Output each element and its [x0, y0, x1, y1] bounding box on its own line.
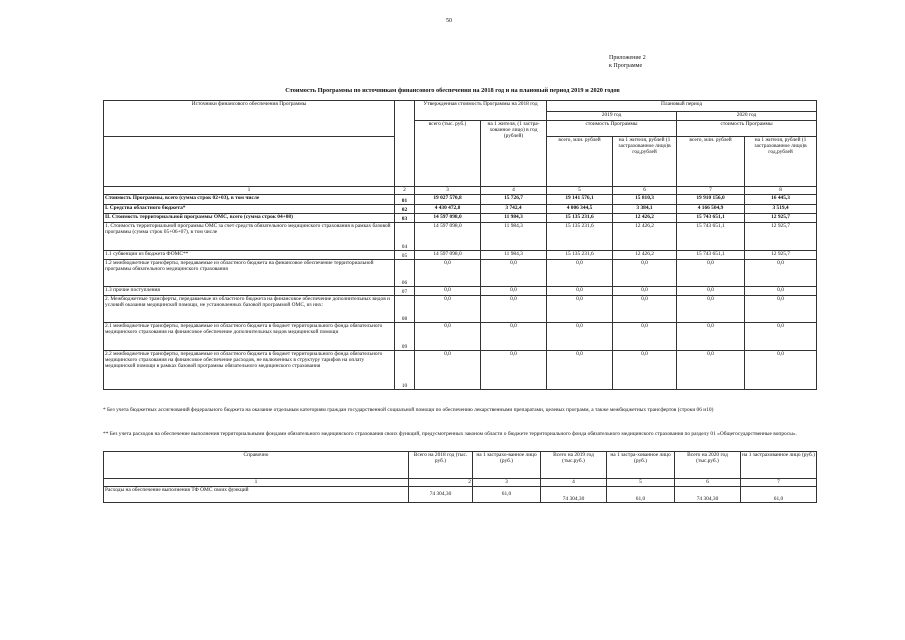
header-blank [104, 137, 395, 187]
col-num: 2 [409, 479, 473, 487]
header-total-mln-2020: всего, млн. рублей [677, 137, 745, 187]
table-row [104, 214, 817, 223]
row-line: 06 [395, 260, 415, 287]
cell: 12 925,7 [745, 223, 817, 251]
cell: 61,0 [607, 487, 675, 503]
cell: 0,0 [745, 296, 817, 323]
row-label: I. Средства областного бюджета* [104, 205, 395, 214]
header-per-2019: на 1 застра-хованное лицо (руб.) [607, 452, 675, 479]
cell: 11 984,3 [481, 214, 547, 223]
cell: 12 426,2 [613, 251, 677, 260]
appendix-note [609, 54, 646, 70]
cell: 11 984,3 [481, 223, 547, 251]
header-total-mln: всего, млн. рублей [547, 137, 613, 187]
cell: 4 006 344,5 [547, 205, 613, 214]
row-label: 1. Стоимость территориальной программы ОМС за счет средств обязательного медицинского страхования в рамках базовой программы (сумма строк 05+06+07), в том числе [104, 223, 395, 251]
cell: 0,0 [745, 351, 817, 390]
cell: 0,0 [677, 260, 745, 287]
col-num: 7 [741, 479, 817, 487]
header-total-2020: Всего на 2020 год (тыс.руб.) [675, 452, 741, 479]
table-row [104, 251, 817, 260]
cell: 74 304,30 [409, 487, 473, 503]
column-number-row [104, 479, 817, 487]
col-num: 6 [675, 479, 741, 487]
cell: 0,0 [613, 351, 677, 390]
col-num: 4 [541, 479, 607, 487]
header-reference: Справочно [104, 452, 409, 479]
table-row [104, 323, 817, 351]
cell: 0,0 [481, 260, 547, 287]
appendix-line1: Приложение 2 [609, 55, 646, 61]
cell: 15 743 651,1 [677, 223, 745, 251]
col-num: 3 [415, 187, 481, 195]
col-num: 8 [745, 187, 817, 195]
cell: 74 304,30 [541, 487, 607, 503]
row-line: 08 [395, 296, 415, 323]
cell: 15 135 231,6 [547, 251, 613, 260]
table-row [104, 260, 817, 287]
col-num: 3 [473, 479, 541, 487]
cell: 0,0 [415, 296, 481, 323]
col-num: 5 [547, 187, 613, 195]
cell: 19 910 156,0 [677, 195, 745, 205]
cell: 15 726,7 [481, 195, 547, 205]
row-label: 1.1 субвенции из бюджета ФОМС** [104, 251, 395, 260]
col-num: 1 [104, 479, 409, 487]
cell: 0,0 [613, 260, 677, 287]
cell: 0,0 [547, 260, 613, 287]
header-cost-2020: стоимость Программы [677, 121, 817, 137]
row-line: 03 [395, 214, 415, 223]
table-row [104, 287, 817, 296]
cell: 3 519,4 [745, 205, 817, 214]
page-title: Стоимость Программы по источникам финансового обеспечения на 2018 год и на плановый период 2019 и 2020 годов [285, 87, 620, 94]
col-num: 4 [481, 187, 547, 195]
row-label: 2. Межбюджетные трансферты, передаваемые из областного бюджета на финансовое обеспечение дополнительных видов и условий оказания медицинской помощи, не установленных базовой программой ОМС, из них: [104, 296, 395, 323]
table-row [104, 296, 817, 323]
header-per-2020: на 1 застрахованное лицо (руб.) [741, 452, 817, 479]
cell: 0,0 [677, 351, 745, 390]
cell: 0,0 [415, 323, 481, 351]
header-2020: 2020 год [677, 112, 817, 121]
cost-table [103, 100, 817, 390]
header-2019: 2019 год [547, 112, 677, 121]
cell: 61,0 [473, 487, 541, 503]
table-row [104, 223, 817, 251]
cell: 4 430 472,8 [415, 205, 481, 214]
cell: 0,0 [481, 287, 547, 296]
row-line: 04 [395, 223, 415, 251]
row-label: 2.2 межбюджетные трансферты, передаваемые из областного бюджета в бюджет территориального фонда обязательного медицинского страхования на финансовое обеспечение расходов, не включенных в структуру тарифов на оплату медицинской помощи в рамках базовой программы обязательного медицинского страхования [104, 351, 395, 390]
cell: 0,0 [481, 296, 547, 323]
table-row [104, 351, 817, 390]
cell: 0,0 [677, 323, 745, 351]
row-label: Стоимость Программы, всего (сумма строк 02+03), в том числе [104, 195, 395, 205]
cell: 0,0 [415, 260, 481, 287]
row-label: Расходы на обеспечение выполнения ТФ ОМС своих функций [104, 487, 409, 503]
cell: 0,0 [547, 287, 613, 296]
cell: 0,0 [415, 351, 481, 390]
cell: 12 925,7 [745, 251, 817, 260]
cell: 19 141 576,1 [547, 195, 613, 205]
header-total-ths: всего (тыс. руб.) [415, 121, 481, 187]
cell: 0,0 [745, 323, 817, 351]
cell: 14 597 098,0 [415, 251, 481, 260]
col-num: 5 [607, 479, 675, 487]
header-per-2019: на 1 жителя, рублей (1 застрахованное лицо)в год,рублей [613, 137, 677, 187]
header-source: Источники финансового обеспечения Программы [104, 101, 395, 137]
footnote-1: * Без учета бюджетных ассигнований федерального бюджета на оказание отдельным категориям граждан государственной социальной помощи по обеспечению лекарственными препаратами, целевых программ, а также межбюджетных трансфертов (строки 06 и10) [103, 407, 714, 413]
header-approved: Утвержденная стоимость Программы на 2018 год [415, 101, 547, 121]
cell: 0,0 [677, 287, 745, 296]
header-planned: Плановый период [547, 101, 817, 112]
row-label: 1.3 прочие поступления [104, 287, 395, 296]
row-line: 01 [395, 195, 415, 205]
cell: 0,0 [745, 260, 817, 287]
header-total-2019: Всего на 2019 год (тыс.руб.) [541, 452, 607, 479]
header-total-2018: Всего на 2018 год (тыс. руб.) [409, 452, 473, 479]
cell: 15 135 231,6 [547, 223, 613, 251]
table-row [104, 487, 817, 503]
header-per-insured-2018: на 1 жителя, (1 застра-хованное лицо) в год (рублей) [481, 121, 547, 187]
footnote-2: ** Без учета расходов на обеспечение выполнения территориальными фондами обязательного медицинского страхования своих функций, предусмотренных законом области о бюджете территориального фонда обязательного медицинского страхования по разделу 01 «Общегосударственные вопросы». [103, 431, 797, 437]
cell: 19 027 570,8 [415, 195, 481, 205]
col-num: 6 [613, 187, 677, 195]
cell: 15 743 651,1 [677, 251, 745, 260]
column-number-row [104, 187, 817, 195]
row-line: 07 [395, 287, 415, 296]
cell: 15 743 651,1 [677, 214, 745, 223]
row-line: 10 [395, 351, 415, 390]
cell: 3 742,4 [481, 205, 547, 214]
row-label: II. Стоимость территориальной программы ОМС, всего (сумма строк 04+08) [104, 214, 395, 223]
cell: 12 925,7 [745, 214, 817, 223]
row-line: 02 [395, 205, 415, 214]
row-line: 09 [395, 323, 415, 351]
cell: 61,0 [741, 487, 817, 503]
cell: 0,0 [547, 351, 613, 390]
cell: 15 810,3 [613, 195, 677, 205]
page-number: 50 [446, 18, 452, 24]
row-label: 1.2 межбюджетные трансферты, передаваемые из областного бюджета на финансовое обеспечение территориальной программы обязательного медицинского страхования [104, 260, 395, 287]
cell: 14 597 098,0 [415, 223, 481, 251]
cell: 12 426,2 [613, 214, 677, 223]
cell: 11 984,3 [481, 251, 547, 260]
cell: 0,0 [613, 287, 677, 296]
cell: 0,0 [745, 287, 817, 296]
cell: 0,0 [481, 351, 547, 390]
cell: 0,0 [547, 296, 613, 323]
header-per-2020: на 1 жителя, рублей (1 застрахованное лицо)в год,рублей [745, 137, 817, 187]
col-num: 1 [104, 187, 395, 195]
cell: 74 304,30 [675, 487, 741, 503]
cell: 15 135 231,6 [547, 214, 613, 223]
row-label: 2.1 межбюджетные трансферты, передаваемые из областного бюджета в бюджет территориального фонда обязательного медицинского страхования на финансовое обеспечение дополнительных видов медицинской помощи [104, 323, 395, 351]
cell: 4 166 504,9 [677, 205, 745, 214]
row-line: 05 [395, 251, 415, 260]
header-line-blank [395, 101, 415, 187]
col-num: 7 [677, 187, 745, 195]
header-cost-2019: стоимость Программы [547, 121, 677, 137]
cell: 3 384,1 [613, 205, 677, 214]
cell: 16 445,3 [745, 195, 817, 205]
reference-table [103, 451, 817, 503]
col-num: 2 [395, 187, 415, 195]
cell: 0,0 [481, 323, 547, 351]
appendix-line2: к Программе [609, 63, 643, 69]
cell: 0,0 [415, 287, 481, 296]
cell: 12 426,2 [613, 223, 677, 251]
table-row [104, 195, 817, 205]
cell: 0,0 [613, 296, 677, 323]
table-row [104, 205, 817, 214]
cell: 14 597 098,0 [415, 214, 481, 223]
cell: 0,0 [613, 323, 677, 351]
cell: 0,0 [677, 296, 745, 323]
header-per-2018: на 1 застрахо-ванное лицо (руб.) [473, 452, 541, 479]
cell: 0,0 [547, 323, 613, 351]
